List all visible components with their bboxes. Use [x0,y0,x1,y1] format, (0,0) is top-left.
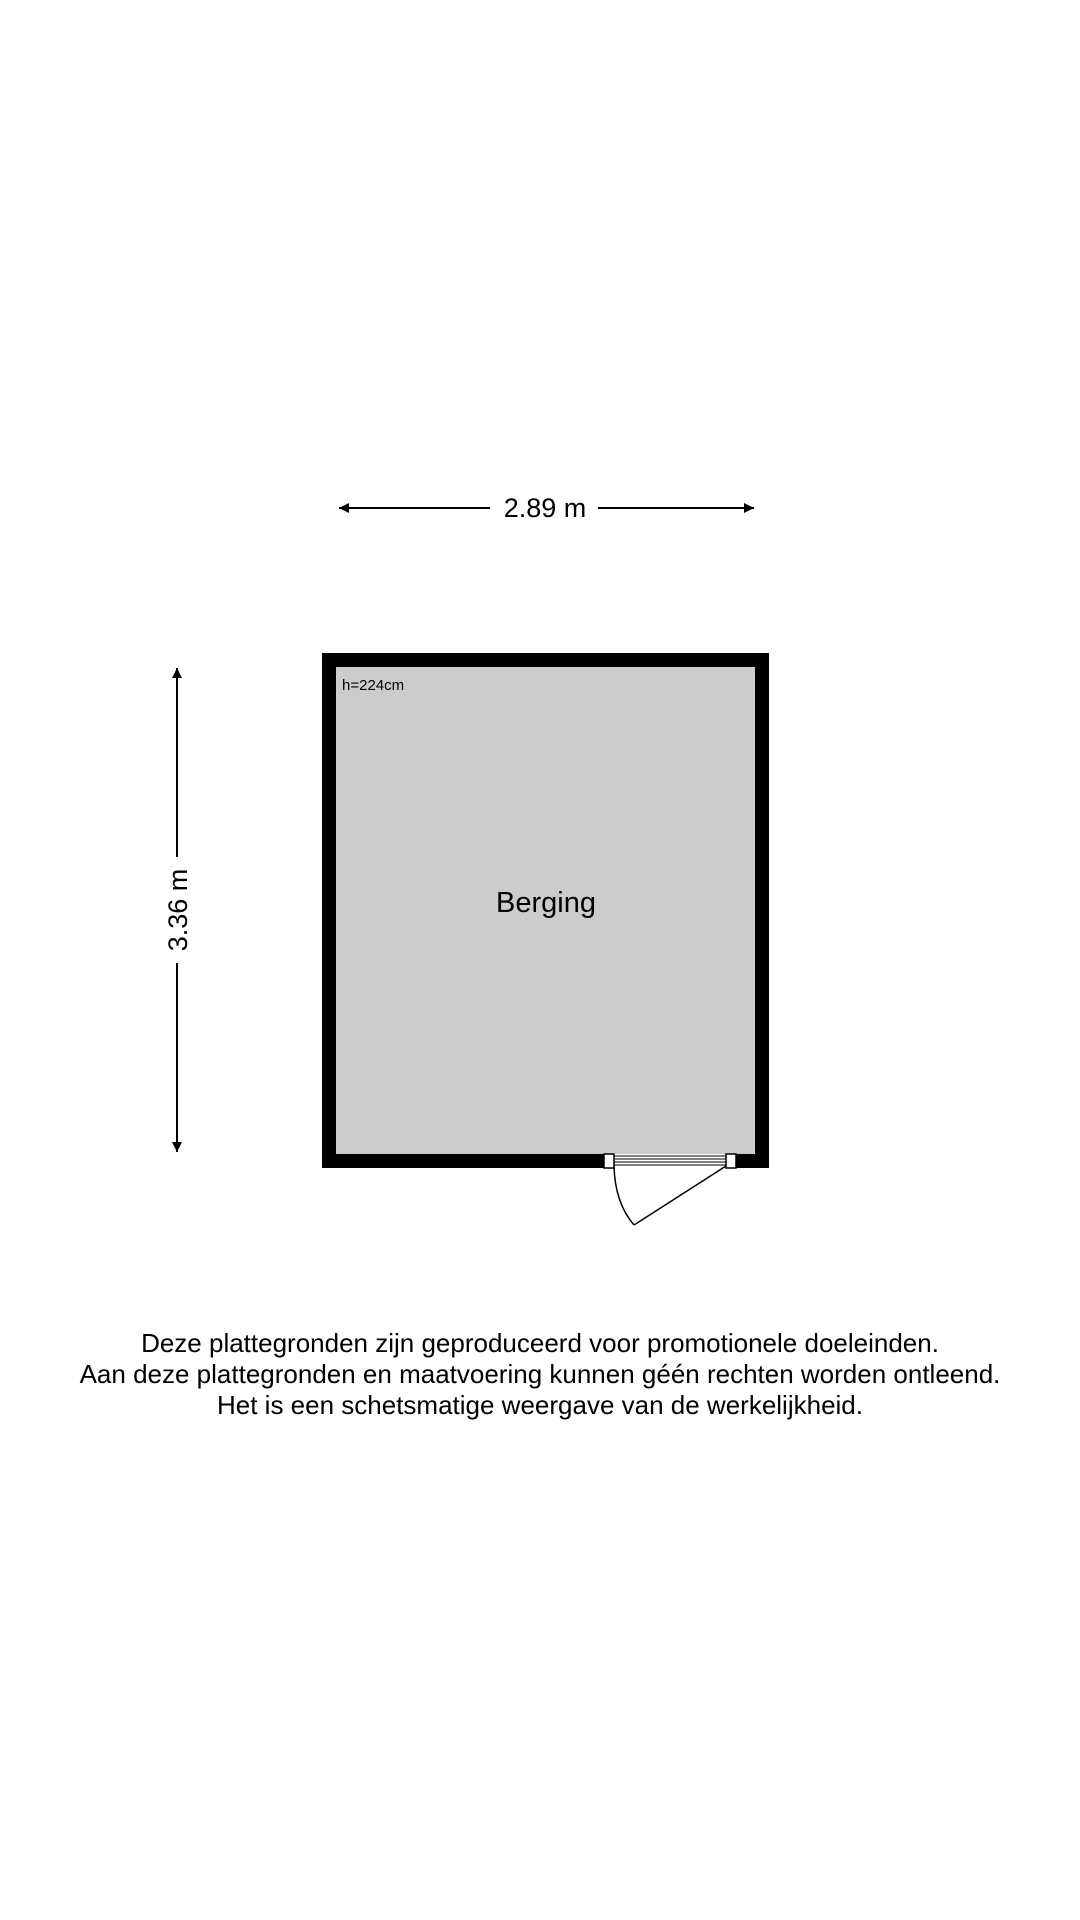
depth-dimension-label: 3.36 m [163,868,193,952]
room-name-label: Berging [496,887,596,919]
room-height-label: h=224cm [342,677,405,694]
width-dimension [339,493,754,523]
disclaimer-line-3: Het is een schetsmatige weergave van de werkelijkheid. [216,1390,863,1420]
door-swing-arc [614,1166,634,1225]
door-jamb-left [604,1154,614,1168]
room-berging [322,653,769,1225]
door-jamb-right [726,1154,736,1168]
door-leaf [634,1166,726,1225]
depth-dimension [163,668,193,1152]
disclaimer-line-2: Aan deze plattegronden en maatvoering kunnen géén rechten worden ontleend. [79,1359,1001,1389]
disclaimer-text [0,1328,1080,1421]
disclaimer-line-1: Deze plattegronden zijn geproduceerd voor promotionele doeleinden. [141,1328,939,1358]
width-dimension-label: 2.89 m [503,493,587,523]
